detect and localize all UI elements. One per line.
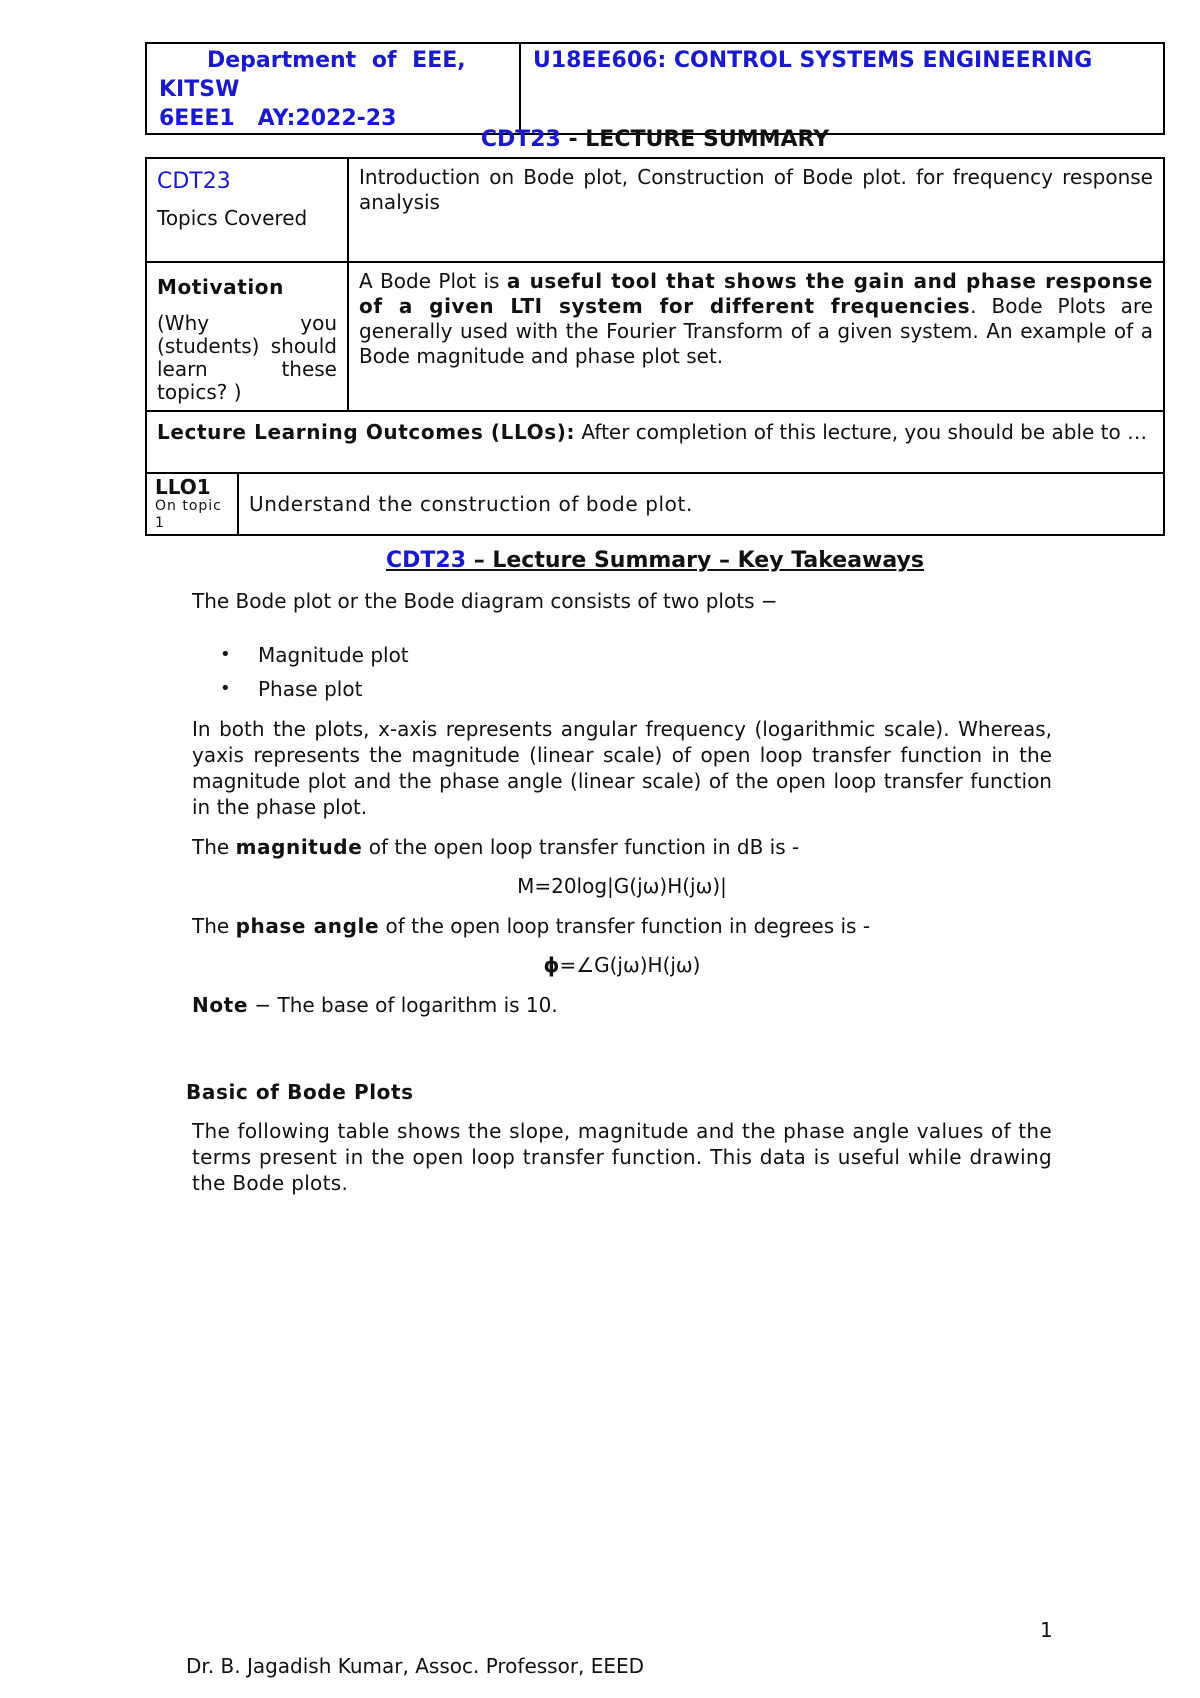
list-item: • Magnitude plot — [192, 642, 1052, 676]
llo-heading — [157, 420, 1153, 445]
phase-intro-end: of the open loop transfer function in degrees is - — [379, 914, 871, 938]
summary-code: CDT23 — [480, 127, 561, 152]
motivation-subtext: (Why you (students) should learn these topics? ) — [157, 311, 337, 404]
topics-code: CDT23 — [157, 169, 231, 194]
log-base-note — [192, 992, 1052, 1018]
key-takeaways-title — [145, 548, 1165, 573]
motivation-content-cell — [348, 262, 1164, 411]
llo-heading-cell — [146, 411, 1164, 473]
motivation-text-start: A Bode Plot is — [359, 269, 507, 293]
llo-text: Understand the construction of bode plot. — [249, 491, 693, 516]
motivation-text-highlight: a useful tool that shows the gain and phase response of a given LTI system for different frequencies — [359, 269, 1153, 318]
magnitude-intro — [192, 834, 1052, 860]
llo-table — [145, 472, 1165, 536]
phase-symbol: ϕ — [543, 953, 560, 977]
topics-covered-label: Topics Covered — [157, 206, 308, 230]
lecture-summary-title — [145, 127, 1165, 152]
summary-table — [145, 157, 1165, 474]
llo-id: LLO1 — [155, 475, 211, 499]
summary-title-text: - LECTURE SUMMARY — [560, 127, 830, 152]
motivation-label-cell — [146, 262, 348, 411]
llo-heading-rest: After completion of this lecture, you should be able to … — [575, 420, 1148, 444]
llo-on-topic: On topic 1 — [155, 498, 222, 531]
magnitude-intro-end: of the open loop transfer function in dB is - — [362, 835, 800, 859]
magnitude-term: magnitude — [235, 835, 363, 859]
page-number: 1 — [1040, 1618, 1053, 1642]
class-year-line: 6EEE1 AY:2022-23 — [159, 106, 397, 131]
motivation-text-end: . Bode Plots are generally used with the Fourier Transform of a given system. An example of a Bode magnitude and phase plot set. — [359, 294, 1153, 368]
header-department-cell — [146, 43, 520, 134]
llo-text-cell — [238, 473, 1164, 535]
topics-text: Introduction on Bode plot, Construction of Bode plot. for frequency response analysis — [359, 165, 1153, 214]
note-label: Note — [192, 993, 249, 1017]
phase-intro-start: The — [192, 914, 236, 938]
footer-author: Dr. B. Jagadish Kumar, Assoc. Professor, EEED — [186, 1654, 645, 1678]
takeaways-title-text: – Lecture Summary – Key Takeaways — [466, 548, 924, 573]
list-item: • Phase plot — [192, 676, 1052, 710]
note-text: − The base of logarithm is 10. — [248, 993, 558, 1017]
topics-content-cell — [348, 158, 1164, 262]
department-line: Department of EEE, — [207, 48, 466, 73]
magnitude-intro-start: The — [192, 835, 236, 859]
takeaways-code: CDT23 — [386, 548, 467, 573]
phase-equation — [192, 953, 1052, 977]
header-table — [145, 42, 1165, 135]
llo-id-cell — [146, 473, 238, 535]
basics-heading: Basic of Bode Plots — [186, 1080, 414, 1104]
llo-heading-bold: Lecture Learning Outcomes (LLOs): — [157, 420, 576, 444]
topics-label-cell — [146, 158, 348, 262]
course-title: U18EE606: CONTROL SYSTEMS ENGINEERING — [533, 48, 1093, 73]
magnitude-equation: M=20log|G(jω)H(jω)| — [517, 874, 727, 898]
phase-equation-rest: =∠G(jω)H(jω) — [559, 953, 701, 977]
institute-line: KITSW — [159, 77, 240, 102]
axes-description: In both the plots, x-axis represents angular frequency (logarithmic scale). Whereas, yaxis represents the magnitude (linear scale) of open loop transfer function in the magnitude plot and the phase angle (linear scale) of the open loop transfer function in the phase plot. — [192, 717, 1052, 819]
header-course-cell — [520, 43, 1164, 134]
motivation-label: Motivation — [157, 275, 284, 299]
bode-intro: The Bode plot or the Bode diagram consists of two plots − — [192, 589, 778, 613]
plot-types-list — [192, 642, 1052, 710]
phase-intro — [192, 913, 1052, 939]
basics-text: The following table shows the slope, magnitude and the phase angle values of the terms present in the open loop transfer function. This data is useful while drawing the Bode plots. — [192, 1119, 1052, 1195]
motivation-text — [359, 269, 1153, 369]
phase-term: phase angle — [235, 914, 380, 938]
